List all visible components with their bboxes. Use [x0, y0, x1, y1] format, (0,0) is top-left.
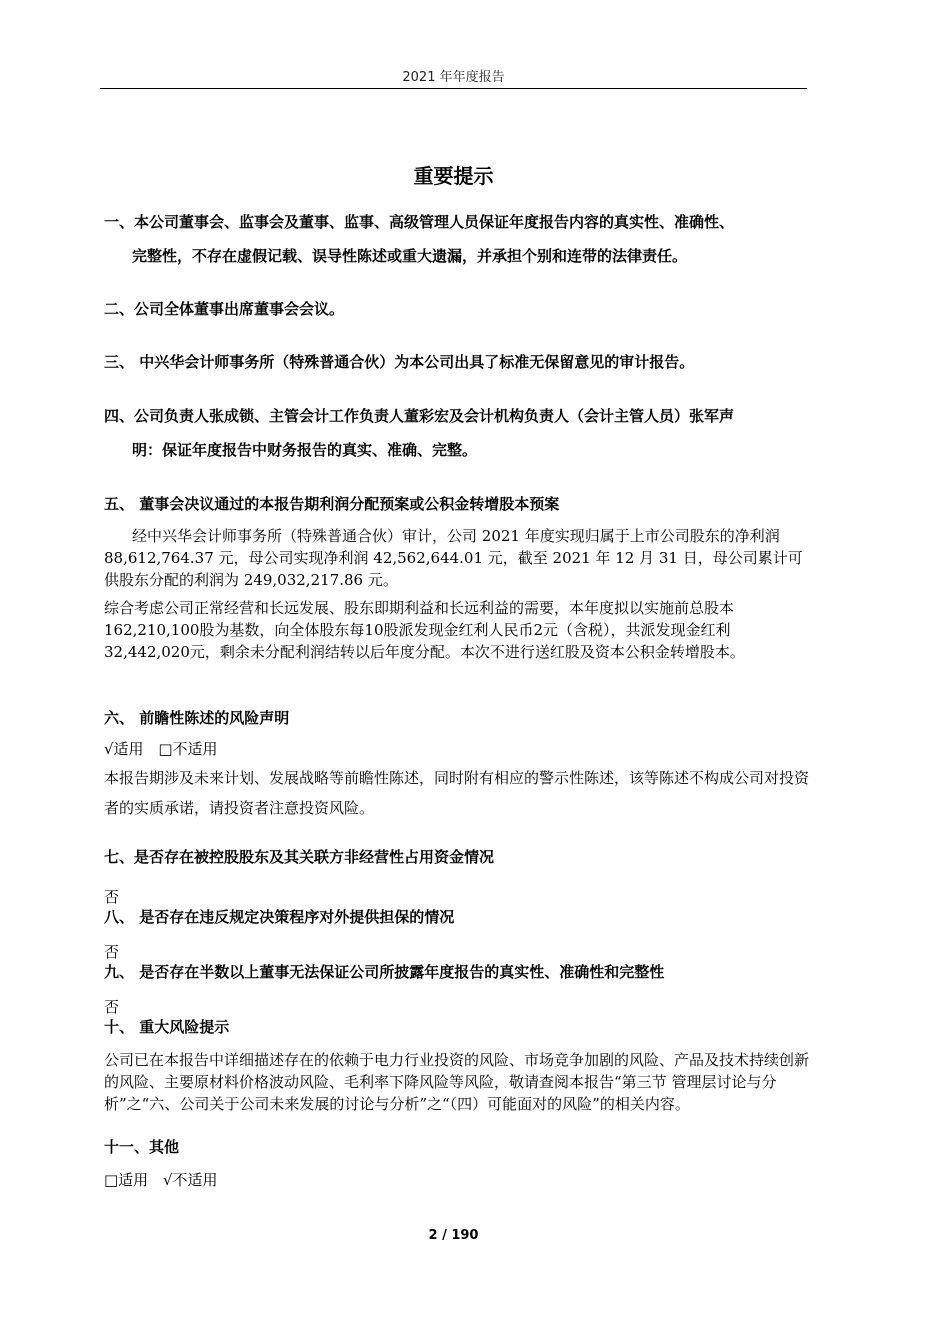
section-11-heading: 十一、其他 [104, 1138, 180, 1156]
section-10-paragraph: 公司已在本报告中详细描述存在的依赖于电力行业投资的风险、市场竞争加剧的风险、产品及技术持续创新的风险、主要原材料价格波动风险、毛利率下降风险等风险，敬请查阅本报告“第三节 管理层讨论与分析”之“六、公司关于公司未来发展的讨论与分析”之“（四）可能面对的风险”的相关内容。 [104, 1051, 810, 1113]
section-10-heading: 十、 重大风险提示 [104, 1018, 230, 1036]
section-7-answer: 否 [104, 888, 120, 906]
section-5-paragraph-1: 经中兴华会计师事务所（特殊普通合伙）审计，公司 2021 年度实现归属于上市公司股东的净利润 88,612,764.37 元，母公司实现净利润 42,562,644.01 元，截至 2021 年 12 月 31 日，母公司累计可供股东分配的利润为 249,032,217.86 元。 [104, 527, 803, 589]
section-7-heading: 七、是否存在被控股股东及其关联方非经营性占用资金情况 [104, 848, 495, 866]
section-9-heading: 九、 是否存在半数以上董事无法保证公司所披露年度报告的真实性、准确性和完整性 [104, 963, 665, 981]
section-11-options [104, 1169, 810, 1190]
option-applicable: □适用 [104, 1171, 149, 1189]
page-number: 2 / 190 [428, 1228, 479, 1243]
header-divider [100, 88, 807, 89]
section-3: 三、 中兴华会计师事务所（特殊普通合伙）为本公司出具了标准无保留意见的审计报告。 [104, 353, 695, 371]
section-5-paragraph-2: 综合考虑公司正常经营和长远发展、股东即期利益和长远利益的需要，本年度拟以实施前总股本162,210,100股为基数，向全体股东每10股派发现金红利人民币2元（含税），共派发现金红利32,442,020元，剩余未分配利润结转以后年度分配。本次不进行送红股及资本公积金转增股本。 [104, 599, 745, 661]
section-1 [104, 205, 810, 273]
section-8-answer: 否 [104, 943, 120, 961]
section-2: 二、公司全体董事出席董事会会议。 [104, 300, 345, 318]
section-4-line1: 四、公司负责人张成锁、主管会计工作负责人董彩宏及会计机构负责人（会计主管人员）张军声 [104, 407, 735, 425]
section-4 [104, 399, 810, 467]
document-title: 重要提示 [413, 164, 494, 188]
option-not-applicable: √不适用 [162, 1171, 218, 1189]
page-header-title: 2021 年年度报告 [402, 70, 505, 85]
section-1-line1: 一、本公司董事会、监事会及董事、监事、高级管理人员保证年度报告内容的真实性、准确性、 [104, 213, 735, 231]
option-not-applicable: □不适用 [158, 740, 218, 758]
section-4-line2: 明：保证年度报告中财务报告的真实、准确、完整。 [132, 441, 478, 459]
section-1-line2: 完整性，不存在虚假记载、误导性陈述或重大遗漏，并承担个别和连带的法律责任。 [132, 247, 688, 265]
section-6-options [104, 738, 810, 759]
option-applicable: √适用 [104, 740, 144, 758]
section-6-heading: 六、 前瞻性陈述的风险声明 [104, 709, 290, 727]
section-6-paragraph: 本报告期涉及未来计划、发展战略等前瞻性陈述，同时附有相应的警示性陈述，该等陈述不构成公司对投资者的实质承诺，请投资者注意投资风险。 [104, 769, 810, 817]
section-9-answer: 否 [104, 998, 120, 1016]
section-8-heading: 八、 是否存在违反规定决策程序对外提供担保的情况 [104, 908, 455, 926]
section-5-heading: 五、 董事会决议通过的本报告期利润分配预案或公积金转增股本预案 [104, 495, 560, 513]
